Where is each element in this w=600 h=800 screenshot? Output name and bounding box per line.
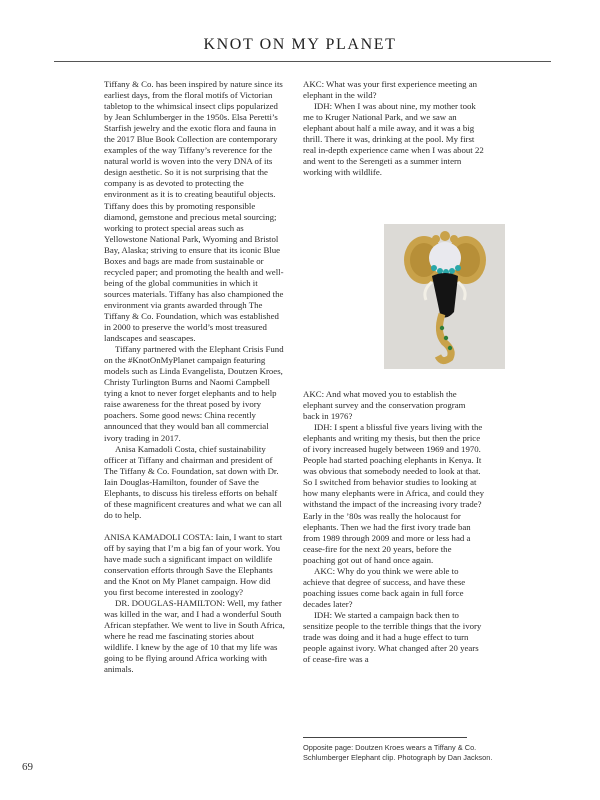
header-divider: [54, 61, 551, 62]
interview-question: AKC: And what moved you to establish the elephant survey and the conservation program back in 1976?: [303, 389, 466, 422]
left-text-column: [104, 79, 285, 675]
paragraph-intro: Tiffany & Co. has been inspired by nature since its earliest days, from the floral motifs of Victorian tabletop to the whimsical insect clips popularized by Jean Schlumberger in the 1950s. Elsa Peretti’s Starfish jewelry and the exotic flora and fauna in the 2017 Blue Book Collection are contemporary examples of the way Tiffany’s reverence for the natural world is woven into the very DNA of its design aesthetic. So it is not surprising that the company is as devoted to protecting the environment as it is to creating beautiful objects. Tiffany does this by promoting responsible diamond, gemstone and precious metal sourcing; working to protect special areas such as Yellowstone National Park, Wyoming and Bristol Bay, Alaska; striving to ensure that its iconic Blue Boxes and bags are made from sustainable or recycled paper; and promoting the health and well-being of the global communities in which it sources materials. Tiffany has also championed the environment via grants awarded through The Tiffany & Co. Foundation, which was established in 2000 to preserve the world’s most treasured landscapes and seascapes.: [104, 79, 284, 344]
interview-answer: IDH: I spent a blissful five years living with the elephants and writing my thesis, but then the price of ivory increased hugely between 1969 and 1970. People had started poaching elephants in Kenya. It was obvious that somebody needed to look at that. So I switched from behavior studies to looking at how many elephants were in Africa, and could they withstand the impact of the increasing ivory trade? Early in the ’80s was really the holocaust for elephants. Then we had the first ivory trade ban from 1989 through 2009 and more or less had a cease-fire for the next 20 years, before the poaching got out of hand once again.: [303, 422, 485, 565]
photo-caption: Opposite page: Doutzen Kroes wears a Tiffany & Co. Schlumberger Elephant clip. Photograph by Dan Jackson.: [303, 743, 493, 762]
paragraph-interview-intro: Anisa Kamadoli Costa, chief sustainability officer at Tiffany and chairman and president of The Tiffany & Co. Foundation, sat down with Dr. Iain Douglas-Hamilton, founder of Save the Elephants, to discuss his tireless efforts on behalf of these magnificent creatures and what we can all do to help.: [104, 443, 282, 520]
interview-question: ANISA KAMADOLI COSTA: Iain, I want to start off by saying that I’m a big fan of your work. You have made such a significant impact on wildlife conservation efforts through Save the Elephants and the Knot on My Planet campaign. How did you first become interested in zoology?: [104, 531, 283, 598]
right-text-column-top: [303, 79, 484, 178]
interview-answer: IDH: When I was about nine, my mother took me to Kruger National Park, and we saw an elephant about half a mile away, and it was a big thrill. There it was, drinking at the pool. My first real in-depth experience came when I was about 22 and went to the Serengeti as a summer intern working with wildlife.: [303, 101, 484, 178]
page-number: 69: [22, 761, 33, 773]
interview-question: AKC: Why do you think we were able to achieve that degree of success, and have these poaching issues come back again in full force decades later?: [303, 565, 466, 609]
right-text-column-bottom: [303, 389, 484, 665]
elephant-clip-photo: [384, 224, 505, 369]
interview-answer: IDH: We started a campaign back then to sensitize people to the terrible things that the ivory trade was doing and it had a huge effect to turn people against ivory. What changed after 20 years of cease-fire was a: [303, 609, 482, 665]
running-header: [0, 36, 600, 54]
paragraph-campaign: Tiffany partnered with the Elephant Crisis Fund on the #KnotOnMyPlanet campaign featuring models such as Linda Evangelista, Doutzen Kroes, Christy Turlington Burns and Naomi Campbell tying a knot to never forget elephants and to help raise awareness for the threat posed by ivory poachers. Some good news: China recently announced that they would ban all commercial ivory trading in 2017.: [104, 344, 284, 443]
interview-question: AKC: What was your first experience meeting an elephant in the wild?: [303, 79, 478, 101]
interview-answer: DR. DOUGLAS-HAMILTON: Well, my father was killed in the war, and I had a wonderful South African stepfather. We went to live in South Africa, where he read me fascinating stories about wildlife. I knew by the age of 10 that my life was going to be flying around Africa working with animals.: [104, 598, 285, 675]
page-title: KNOT ON MY PLANET: [203, 36, 397, 53]
caption-divider: [303, 737, 467, 738]
